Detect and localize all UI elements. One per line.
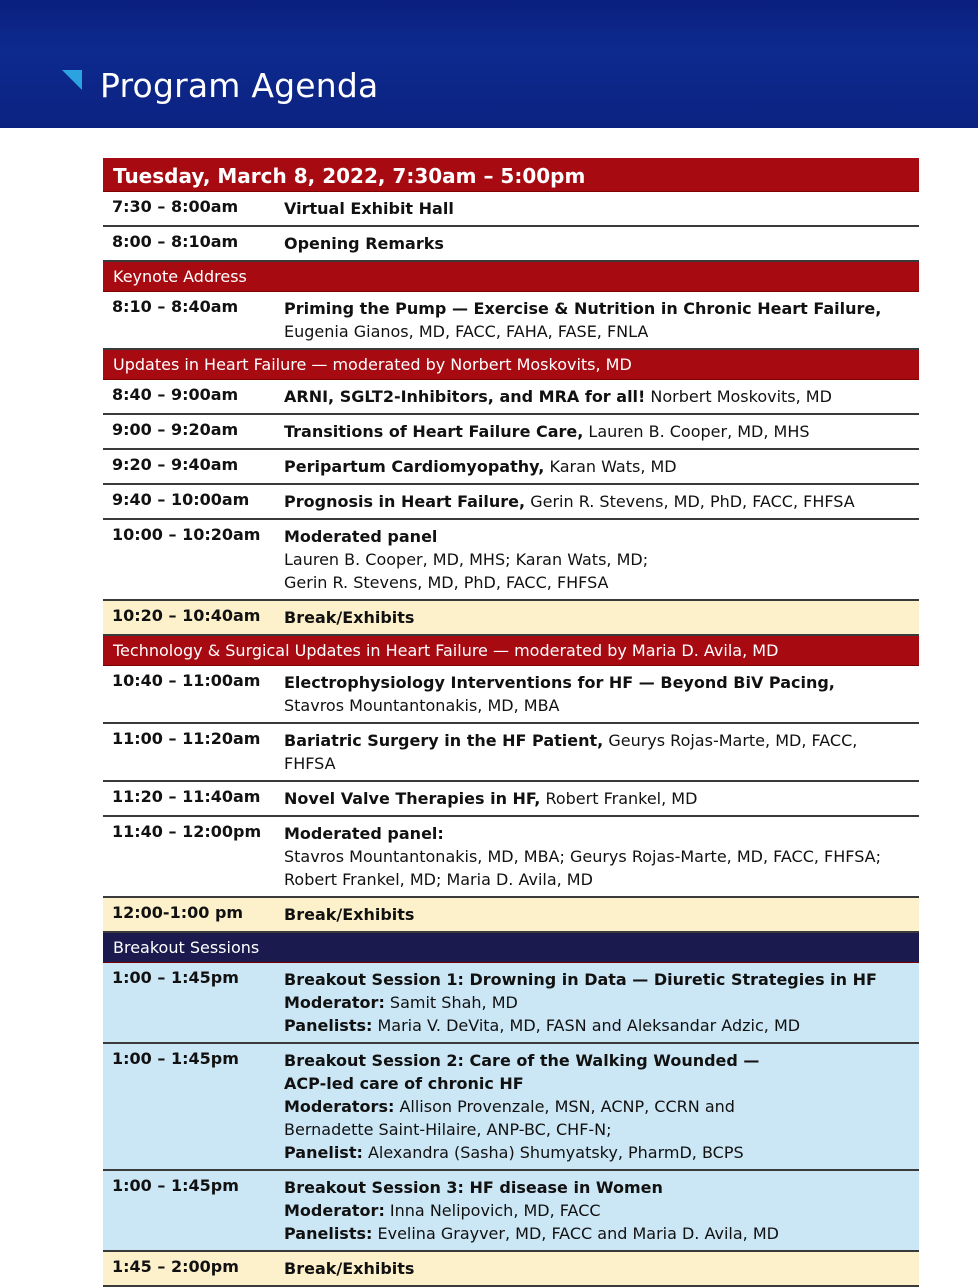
session-title-line — [284, 197, 913, 220]
session-detail-line — [284, 571, 913, 594]
session-time: 11:00 – 11:20am — [112, 729, 261, 748]
detail-text: Gerin R. Stevens, MD, PhD, FACC, FHFSA — [284, 573, 609, 592]
session-content — [284, 1252, 919, 1285]
session-time: 10:20 – 10:40am — [112, 606, 261, 625]
session-detail-line — [284, 1199, 913, 1222]
session-content — [284, 227, 919, 260]
detail-text: Evelina Grayver, MD, FACC and Maria D. Avila, MD — [372, 1224, 779, 1243]
session-title: Novel Valve Therapies in HF, — [284, 789, 541, 808]
detail-label: Moderator: — [284, 1201, 385, 1220]
detail-label: Panelists: — [284, 1224, 373, 1243]
session-speaker: Karan Wats, MD — [544, 457, 677, 476]
session-title: Moderated panel: — [284, 824, 444, 843]
session-detail-line — [284, 1072, 913, 1095]
session-title: Break/Exhibits — [284, 905, 415, 924]
detail-text: Bernadette Saint-Hilaire, ANP-BC, CHF-N; — [284, 1120, 612, 1139]
section-header: Keynote Address — [103, 262, 919, 292]
session-content — [284, 450, 919, 483]
agenda-row — [103, 292, 919, 350]
session-content — [284, 415, 919, 448]
day-header: Tuesday, March 8, 2022, 7:30am – 5:00pm — [103, 158, 919, 192]
break-row — [103, 1252, 919, 1287]
page-title: Program Agenda — [100, 66, 379, 105]
session-content — [284, 1044, 919, 1169]
session-title: Break/Exhibits — [284, 608, 415, 627]
session-time: 1:00 – 1:45pm — [112, 968, 239, 987]
agenda-row — [103, 520, 919, 601]
agenda-row — [103, 666, 919, 724]
session-title-line — [284, 787, 913, 810]
agenda-row — [103, 782, 919, 817]
detail-text: Allison Provenzale, MSN, ACNP, CCRN and — [394, 1097, 735, 1116]
session-content — [284, 898, 919, 931]
session-content — [284, 724, 919, 780]
session-content — [284, 963, 919, 1042]
session-title: Break/Exhibits — [284, 1259, 415, 1278]
session-title-line — [284, 297, 913, 320]
session-content — [284, 666, 919, 722]
session-time: 10:40 – 11:00am — [112, 671, 261, 690]
session-title-line — [284, 1257, 913, 1280]
session-speaker: Gerin R. Stevens, MD, PhD, FACC, FHFSA — [525, 492, 855, 511]
session-title-line — [284, 671, 913, 694]
session-speaker: Robert Frankel, MD — [540, 789, 698, 808]
break-row — [103, 898, 919, 933]
agenda-row — [103, 724, 919, 782]
break-row — [103, 601, 919, 636]
session-detail-line — [284, 1141, 913, 1164]
session-title: Opening Remarks — [284, 234, 444, 253]
detail-text: Alexandra (Sasha) Shumyatsky, PharmD, BCPS — [362, 1143, 744, 1162]
session-title: Breakout Session 1: Drowning in Data — Diuretic Strategies in HF — [284, 970, 877, 989]
session-title-line — [284, 420, 913, 443]
agenda-row — [103, 817, 919, 898]
agenda-row — [103, 227, 919, 262]
detail-text: Eugenia Gianos, MD, FACC, FAHA, FASE, FNLA — [284, 322, 649, 341]
session-detail-line — [284, 320, 913, 343]
session-title-line — [284, 822, 913, 845]
session-content — [284, 192, 919, 225]
session-content — [284, 1171, 919, 1250]
session-speaker: Norbert Moskovits, MD — [645, 387, 832, 406]
session-speaker: Lauren B. Cooper, MD, MHS — [583, 422, 810, 441]
session-time: 11:40 – 12:00pm — [112, 822, 262, 841]
session-title-line — [284, 455, 913, 478]
agenda-row — [103, 380, 919, 415]
session-detail-line — [284, 1222, 913, 1245]
session-title-line — [284, 490, 913, 513]
session-time: 9:00 – 9:20am — [112, 420, 239, 439]
session-title: ARNI, SGLT2-Inhibitors, and MRA for all! — [284, 387, 646, 406]
session-content — [284, 782, 919, 815]
detail-text: Samit Shah, MD — [384, 993, 518, 1012]
detail-label: Moderator: — [284, 993, 385, 1012]
session-content — [284, 520, 919, 599]
session-title: Bariatric Surgery in the HF Patient, — [284, 731, 604, 750]
session-content — [284, 292, 919, 348]
session-detail-line — [284, 845, 913, 868]
session-detail-line — [284, 694, 913, 717]
detail-label: ACP-led care of chronic HF — [284, 1074, 524, 1093]
session-time: 9:40 – 10:00am — [112, 490, 250, 509]
agenda-table — [103, 158, 919, 1287]
session-title: Priming the Pump — Exercise & Nutrition in Chronic Heart Failure, — [284, 299, 882, 318]
session-time: 1:00 – 1:45pm — [112, 1176, 239, 1195]
session-time: 7:30 – 8:00am — [112, 197, 239, 216]
session-time: 8:00 – 8:10am — [112, 232, 239, 251]
session-title-line — [284, 1176, 913, 1199]
session-title: Prognosis in Heart Failure, — [284, 492, 526, 511]
session-content — [284, 485, 919, 518]
session-content — [284, 601, 919, 634]
session-time: 8:10 – 8:40am — [112, 297, 239, 316]
section-header: Breakout Sessions — [103, 933, 919, 963]
detail-label: Moderators: — [284, 1097, 395, 1116]
detail-text: Stavros Mountantonakis, MD, MBA; Geurys Rojas-Marte, MD, FACC, FHFSA; — [284, 847, 881, 866]
session-time: 12:00-1:00 pm — [112, 903, 244, 922]
agenda-row — [103, 963, 919, 1044]
session-detail-line — [284, 868, 913, 891]
section-header: Technology & Surgical Updates in Heart Failure — moderated by Maria D. Avila, MD — [103, 636, 919, 666]
session-title: Breakout Session 2: Care of the Walking Wounded — — [284, 1051, 760, 1070]
session-time: 11:20 – 11:40am — [112, 787, 261, 806]
session-detail-line — [284, 1014, 913, 1037]
agenda-row — [103, 485, 919, 520]
session-title: Transitions of Heart Failure Care, — [284, 422, 584, 441]
agenda-row — [103, 1044, 919, 1171]
section-header: Updates in Heart Failure — moderated by Norbert Moskovits, MD — [103, 350, 919, 380]
session-time: 1:00 – 1:45pm — [112, 1049, 239, 1068]
session-detail-line — [284, 991, 913, 1014]
session-title: Moderated panel — [284, 527, 438, 546]
detail-text: Lauren B. Cooper, MD, MHS; Karan Wats, MD; — [284, 550, 649, 569]
session-content — [284, 380, 919, 413]
session-time: 10:00 – 10:20am — [112, 525, 261, 544]
session-title-line — [284, 968, 913, 991]
session-detail-line — [284, 1118, 913, 1141]
detail-text: Robert Frankel, MD; Maria D. Avila, MD — [284, 870, 593, 889]
header-banner — [0, 0, 978, 128]
session-title: Virtual Exhibit Hall — [284, 199, 454, 218]
session-content — [284, 817, 919, 896]
session-time: 8:40 – 9:00am — [112, 385, 239, 404]
agenda-rows — [103, 192, 919, 1287]
session-time: 1:45 – 2:00pm — [112, 1257, 239, 1276]
session-title-line — [284, 903, 913, 926]
detail-text: Maria V. DeVita, MD, FASN and Aleksandar Adzic, MD — [372, 1016, 801, 1035]
detail-label: Panelists: — [284, 1016, 373, 1035]
detail-label: Panelist: — [284, 1143, 363, 1162]
session-title-line — [284, 606, 913, 629]
session-title-line — [284, 729, 913, 775]
detail-text: Inna Nelipovich, MD, FACC — [384, 1201, 601, 1220]
agenda-row — [103, 415, 919, 450]
session-title-line — [284, 232, 913, 255]
detail-text: Stavros Mountantonakis, MD, MBA — [284, 696, 560, 715]
agenda-row — [103, 450, 919, 485]
agenda-row — [103, 192, 919, 227]
session-title: Breakout Session 3: HF disease in Women — [284, 1178, 663, 1197]
agenda-row — [103, 1171, 919, 1252]
session-title-line — [284, 385, 913, 408]
session-title: Electrophysiology Interventions for HF — Beyond BiV Pacing, — [284, 673, 835, 692]
session-detail-line — [284, 548, 913, 571]
session-title-line — [284, 1049, 913, 1072]
session-speaker: Geurys Rojas-Marte, MD, FACC, FHFSA — [284, 731, 858, 773]
triangle-icon — [62, 70, 82, 90]
session-time: 9:20 – 9:40am — [112, 455, 239, 474]
session-title-line — [284, 525, 913, 548]
session-title: Peripartum Cardiomyopathy, — [284, 457, 545, 476]
session-detail-line — [284, 1095, 913, 1118]
